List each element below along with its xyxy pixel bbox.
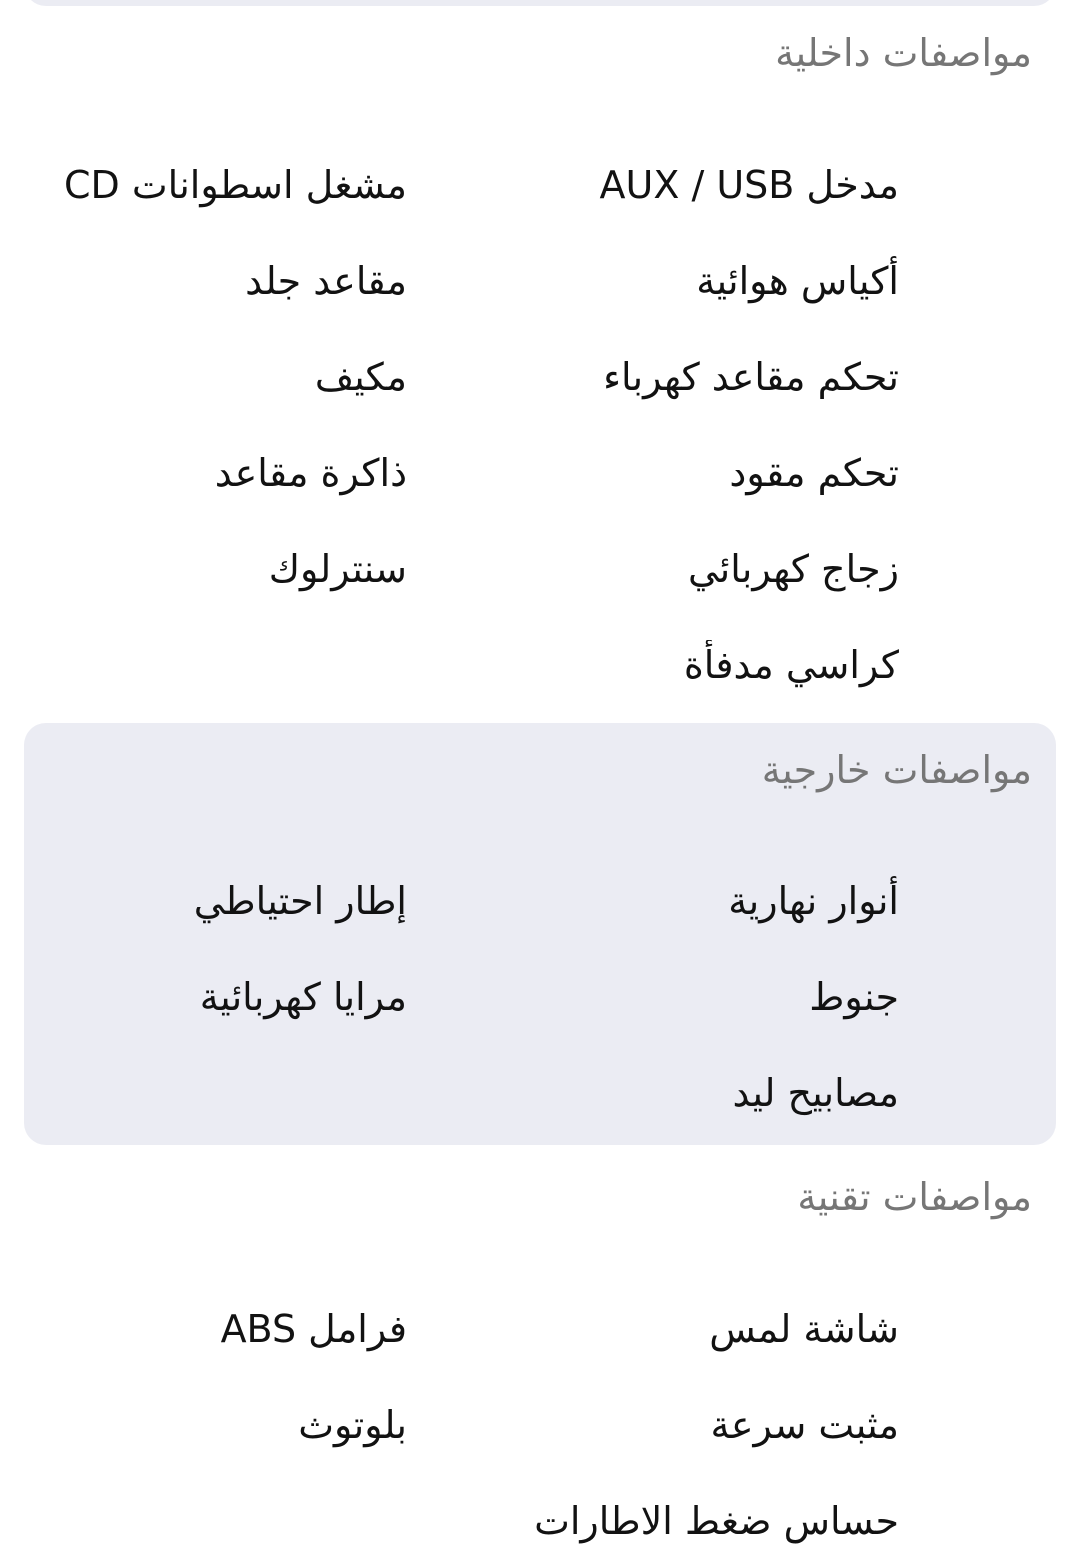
exterior-features-section xyxy=(24,723,1056,1145)
feature-power-windows: زجاج كهربائي xyxy=(687,547,899,591)
feature-seat-memory: ذاكرة مقاعد xyxy=(214,451,407,495)
feature-cruise-control: مثبت سرعة xyxy=(710,1403,899,1447)
feature-cd-player: مشغل اسطوانات CD xyxy=(64,163,407,207)
section-title-interior: مواصفات داخلية xyxy=(775,31,1032,75)
feature-aux-usb: مدخل AUX / USB xyxy=(599,163,899,207)
feature-bluetooth: بلوتوث xyxy=(298,1403,407,1447)
section-title-technical: مواصفات تقنية xyxy=(797,1175,1032,1219)
feature-rims: جنوط xyxy=(809,975,899,1019)
feature-heated-seats: كراسي مدفأة xyxy=(683,643,899,687)
feature-daytime-lights: أنوار نهارية xyxy=(728,879,899,923)
feature-tire-pressure-sensor: حساس ضغط الاطارات xyxy=(534,1499,899,1543)
feature-steering-control: تحكم مقود xyxy=(729,451,899,495)
feature-leather-seats: مقاعد جلد xyxy=(245,259,407,303)
interior-features-section xyxy=(24,0,1056,715)
section-title-exterior: مواصفات خارجية xyxy=(761,748,1032,792)
feature-touch-screen: شاشة لمس xyxy=(709,1307,899,1351)
feature-electric-mirrors: مرايا كهربائية xyxy=(199,975,407,1019)
feature-electric-seat-control: تحكم مقاعد كهرباء xyxy=(603,355,899,399)
technical-features-section xyxy=(24,1150,1056,1544)
feature-spare-tire: إطار احتياطي xyxy=(193,879,407,923)
feature-air-conditioning: مكيف xyxy=(314,355,407,399)
feature-led-lights: مصابيح ليد xyxy=(732,1071,899,1115)
feature-abs-brakes: فرامل ABS xyxy=(220,1307,407,1351)
feature-central-lock: سنترلوك xyxy=(268,547,407,591)
feature-airbags: أكياس هوائية xyxy=(696,259,899,303)
